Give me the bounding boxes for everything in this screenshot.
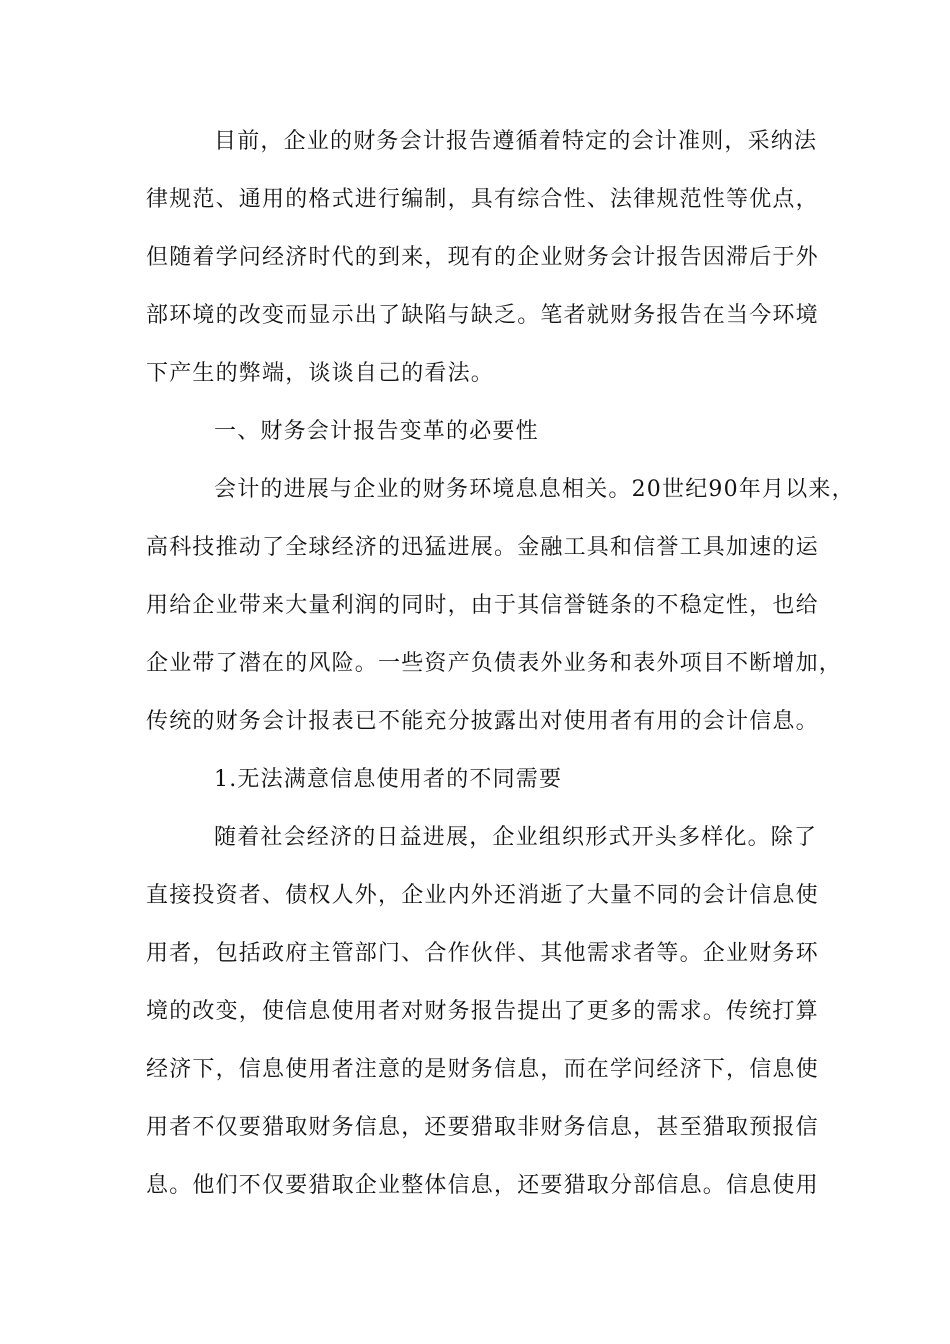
paragraph-3-line-2: 直接投资者、债权人外，企业内外还消逝了大量不同的会计信息使 [146,883,819,908]
subsection-heading: 1.无法满意信息使用者的不同需要 [214,767,563,792]
section-heading: 一、财务会计报告变革的必要性 [214,419,539,444]
paragraph-2-line-1: 会计的进展与企业的财务环境息息相关。20世纪90年月以来， [214,477,855,502]
paragraph-2-line-3: 用给企业带来大量利润的同时，由于其信誉链条的不稳定性，也给 [146,593,819,618]
paragraph-1-line-2: 律规范、通用的格式进行编制，具有综合性、法律规范性等优点， [146,187,819,212]
paragraph-3-line-4: 境的改变，使信息使用者对财务报告提出了更多的需求。传统打算 [146,999,819,1024]
paragraph-2-line-2: 高科技推动了全球经济的迅猛进展。金融工具和信誉工具加速的运 [146,535,819,560]
paragraph-3-line-6: 用者不仅要猎取财务信息，还要猎取非财务信息，甚至猎取预报信 [146,1115,819,1140]
paragraph-1-line-4: 部环境的改变而显示出了缺陷与缺乏。笔者就财务报告在当今环境 [146,303,819,328]
paragraph-3-line-5: 经济下，信息使用者注意的是财务信息，而在学问经济下，信息使 [146,1057,819,1082]
paragraph-3-line-7: 息。他们不仅要猎取企业整体信息，还要猎取分部信息。信息使用 [146,1173,819,1198]
paragraph-1-line-5: 下产生的弊端，谈谈自己的看法。 [146,361,495,386]
paragraph-2-line-5: 传统的财务会计报表已不能充分披露出对使用者有用的会计信息。 [146,709,819,734]
paragraph-2-line-4: 企业带了潜在的风险。一些资产负债表外业务和表外项目不断增加， [146,651,843,676]
paragraph-1-line-3: 但随着学问经济时代的到来，现有的企业财务会计报告因滞后于外 [146,245,819,270]
paragraph-1-line-1: 目前，企业的财务会计报告遵循着特定的会计准则，采纳法 [214,129,818,154]
paragraph-3-line-3: 用者，包括政府主管部门、合作伙伴、其他需求者等。企业财务环 [146,941,819,966]
paragraph-3-line-1: 随着社会经济的日益进展，企业组织形式开头多样化。除了 [214,825,818,850]
